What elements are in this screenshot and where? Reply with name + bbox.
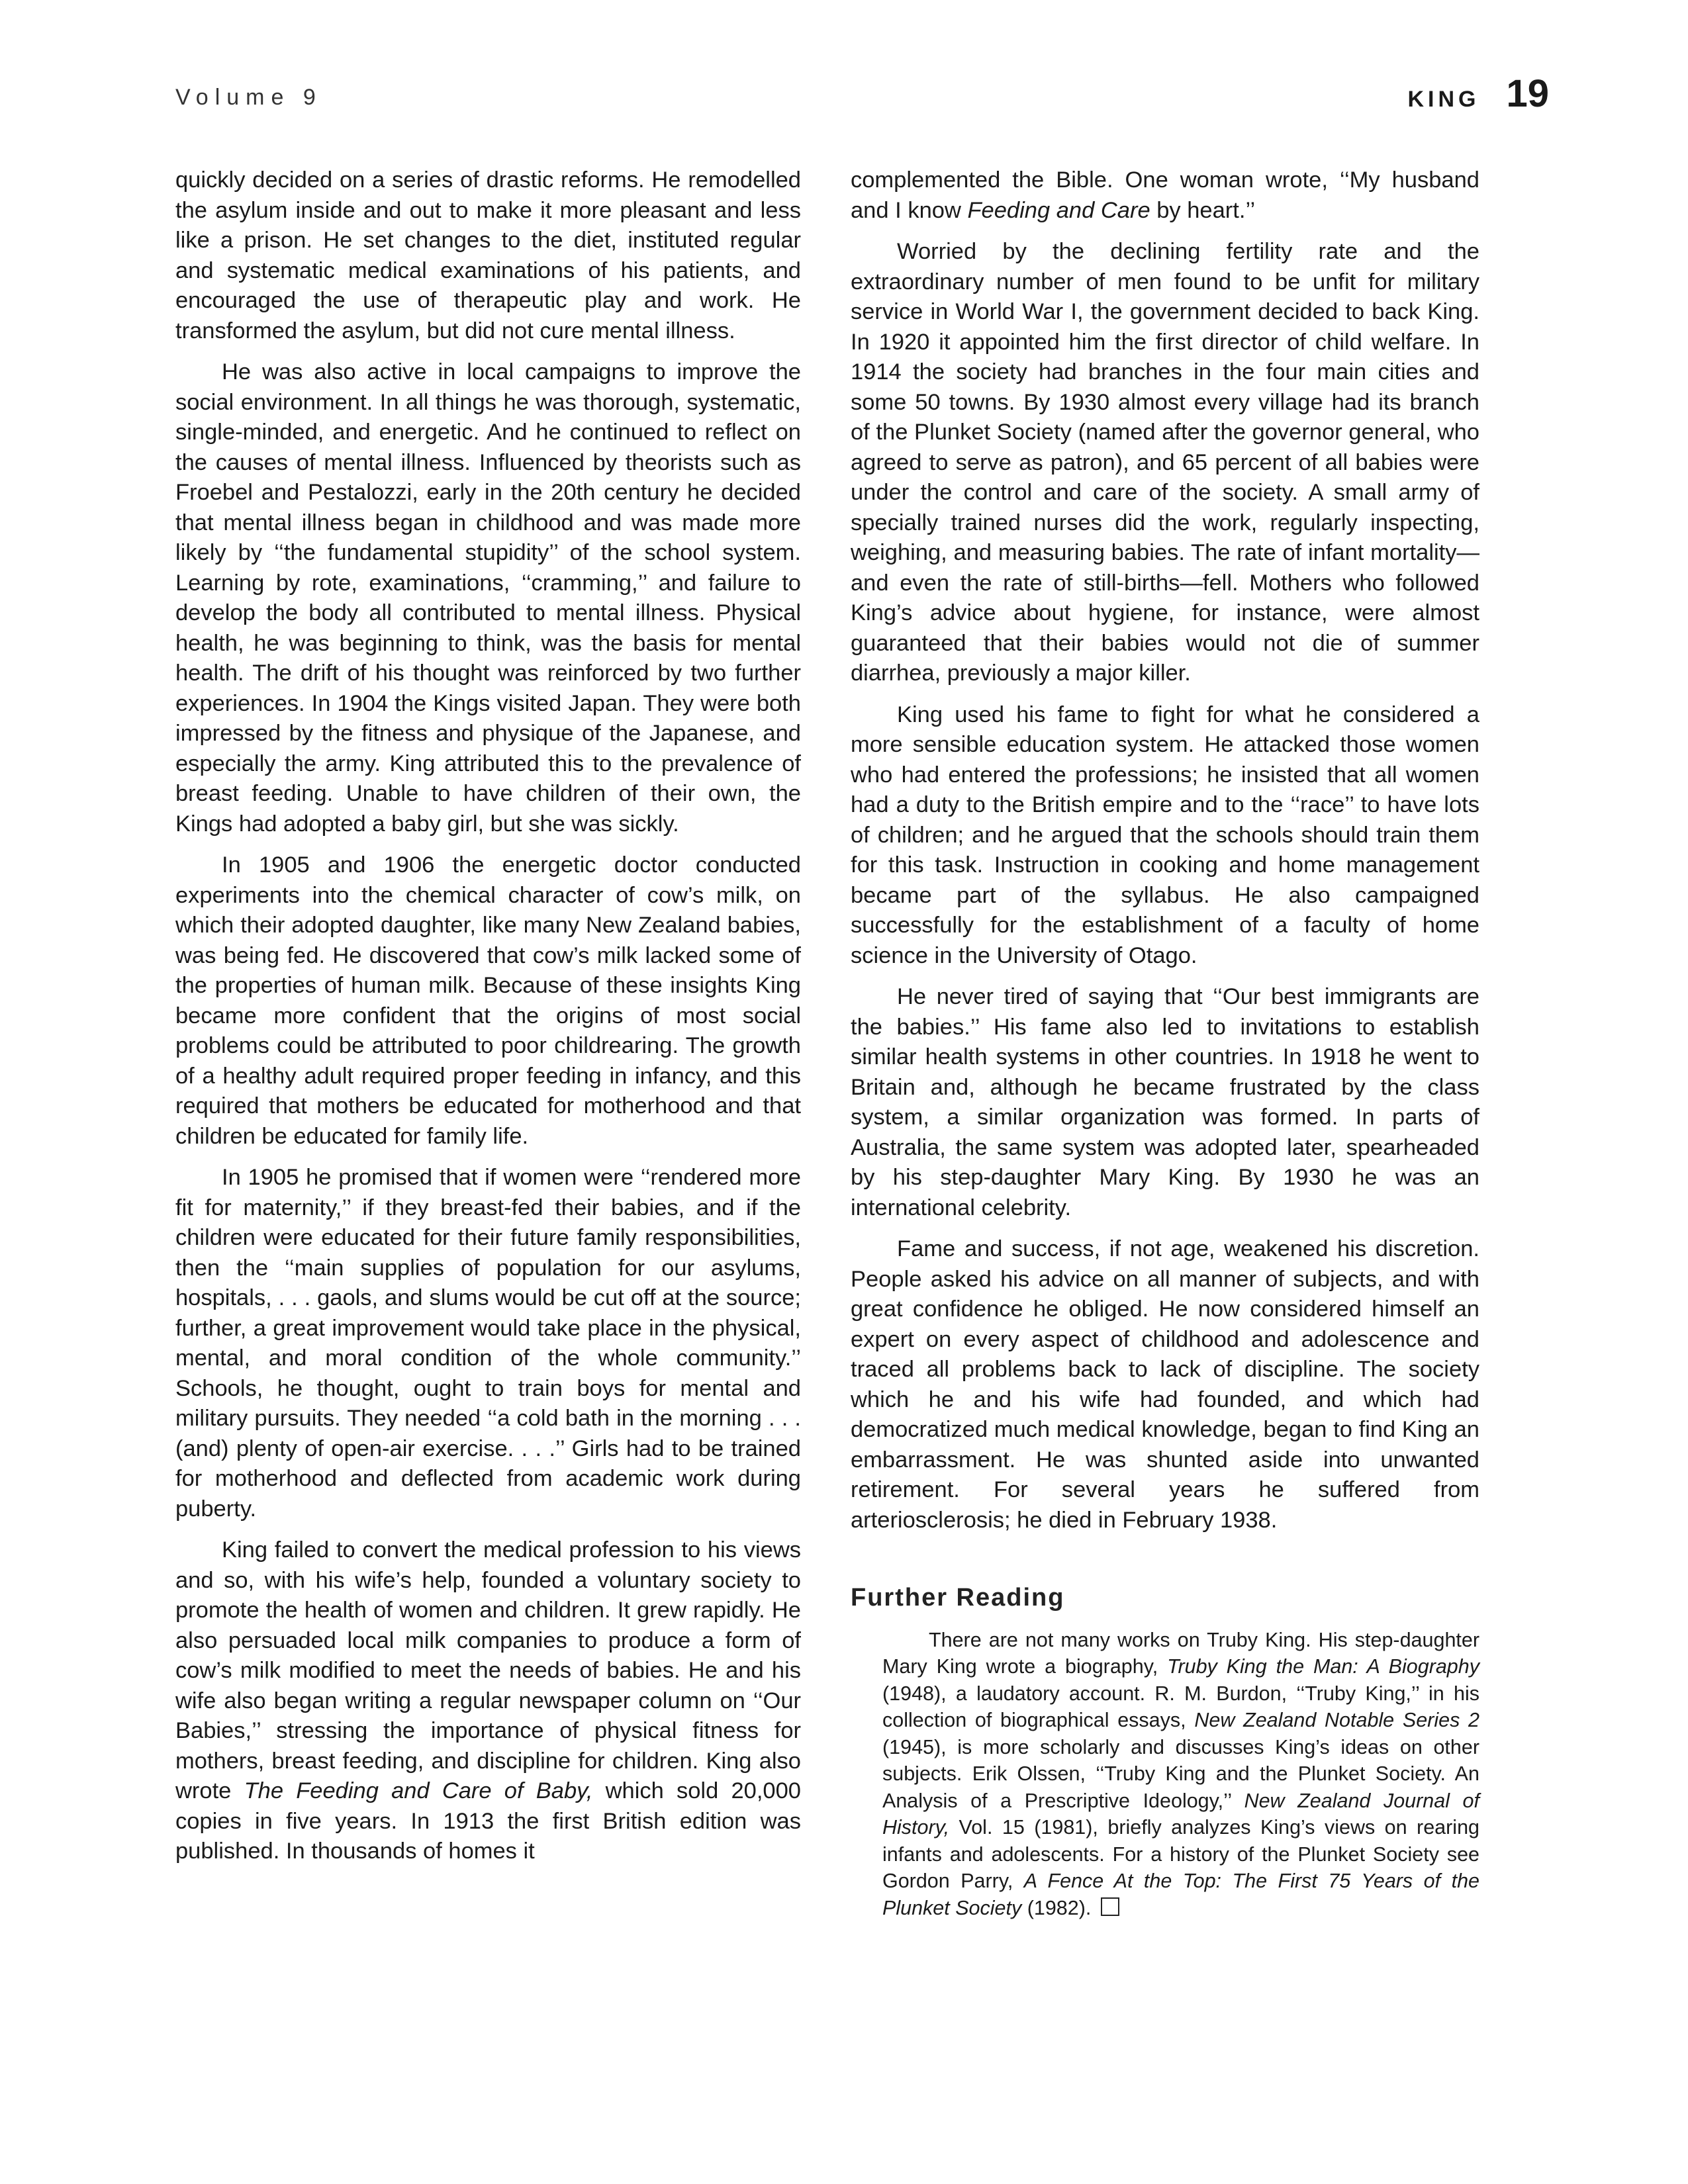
paragraph-text: complemented the Bible. One woman wrote, ‘‘My husband and I know [851, 167, 1479, 223]
left-column [175, 165, 801, 1878]
paragraph-text: which sold 20,000 copies in five years. In 1913 the first British edition was published. In thousands of homes it [175, 1778, 801, 1864]
paragraph-text: King failed to convert the medical profession to his views and so, with his wife’s help, founded a voluntary society to promote the health of women and children. It grew rapidly. He also persuaded local milk companies to produce a form of cow’s milk modified to meet the needs of babies. He and his wife also began writing a regular newspaper column on ‘‘Our Babies,’’ stressing the importance of physical fitness for mothers, breast feeding, and discipline for children. King also wrote [175, 1537, 801, 1803]
page-number: 19 [1506, 72, 1549, 115]
paragraph: quickly decided on a series of drastic reforms. He remodelled the asylum inside and out to make it more pleasant and less like a prison. He set changes to the diet, instituted regular and systematic medical examinations of his patients, and encouraged the use of therapeutic play and work. He transformed the asylum, but did not cure mental illness. [175, 167, 801, 343]
further-reading-heading: Further Reading [851, 1584, 1065, 1612]
reading-text: (1948), a laudatory account. R. M. Burdon, ‘‘Truby King,’’ in his collection of biographical essays, [882, 1682, 1479, 1731]
further-reading-text [851, 1627, 1479, 1922]
paragraph: Worried by the declining fertility rate and the extraordinary number of men found to be unfit for military service in World War I, the government decided to back King. In 1920 it appointed him the first director of child welfare. In 1914 the society had branches in the four main cities and some 50 towns. By 1930 almost every village had its branch of the Plunket Society (named after the governor general, who agreed to serve as patron), and 65 percent of all babies were under the control and care of the society. A small army of specially trained nurses did the work, regularly inspecting, weighing, and measuring babies. The rate of infant mortality—and even the rate of still-births—fell. Mothers who followed King’s advice about hygiene, for instance, were almost guaranteed that their babies would not die of summer diarrhea, previously a major killer. [851, 239, 1479, 686]
book-title: New Zealand Notable Series 2 [1194, 1709, 1479, 1731]
running-head-name: KING [1407, 87, 1480, 112]
journal-title: New Zealand Journal of History, [882, 1789, 1479, 1839]
end-of-article-box-icon [1101, 1897, 1119, 1916]
reading-text: (1945), is more scholarly and discusses King’s ideas on other subjects. Erik Olssen, ‘‘Truby King and the Plunket Society. An Analysis of a Prescriptive Ideology,’’ [882, 1735, 1479, 1812]
paragraph-text: by heart.’’ [1150, 197, 1256, 223]
book-title: Feeding and Care [967, 197, 1150, 223]
reading-text: There are not many works on Truby King. His step-daughter Mary King wrote a biography, [882, 1628, 1479, 1678]
paragraph: In 1905 and 1906 the energetic doctor conducted experiments into the chemical character of cow’s milk, on which their adopted daughter, like many New Zealand babies, was being fed. He discovered that cow’s milk lacked some of the properties of human milk. Because of these insights King became more confident that the origins of most social problems could be attributed to poor childrearing. The growth of a healthy adult required proper feeding in infancy, and this required that mothers be educated for motherhood and that children be educated for family life. [175, 852, 801, 1149]
paragraph: He never tired of saying that ‘‘Our best immigrants are the babies.’’ His fame also led to invitations to establish similar health systems in other countries. In 1918 he went to Britain and, although he became frustrated by the class system, a similar organization was formed. In parts of Australia, the same system was adopted later, spearheaded by his step-daughter Mary King. By 1930 he was an international celebrity. [851, 984, 1479, 1220]
running-head-volume: Volume 9 [175, 85, 322, 110]
paragraph: King used his fame to fight for what he considered a more sensible education system. He attacked those women who had entered the professions; he insisted that all women had a duty to the British empire and to the ‘‘race’’ to have lots of children; and he argued that the schools should train them for this task. Instruction in cooking and home management became part of the syllabus. He also campaigned successfully for the establishment of a faculty of home science in the University of Otago. [851, 702, 1479, 968]
book-title: The Feeding and Care of Baby, [244, 1778, 593, 1803]
running-head-right [1407, 71, 1549, 116]
book-title: Truby King the Man: A Biography [1167, 1655, 1479, 1678]
paragraph [175, 1535, 801, 1867]
reading-text: Vol. 15 (1981), briefly analyzes King’s views on rearing infants and adolescents. For a history of the Plunket Society see Gordon Parry, [882, 1816, 1479, 1892]
paragraph [851, 165, 1479, 226]
right-column [851, 165, 1479, 1933]
paragraph: He was also active in local campaigns to improve the social environment. In all things he was thorough, systematic, single-minded, and energetic. And he continued to reflect on the causes of mental illness. Influenced by theorists such as Froebel and Pestalozzi, early in the 20th century he decided that mental illness began in childhood and was made more likely by ‘‘the fundamental stupidity’’ of the school system. Learning by rote, examinations, ‘‘cramming,’’ and failure to develop the body all contributed to mental illness. Physical health, he was beginning to think, was the basis for mental health. The drift of his thought was reinforced by two further experiences. In 1904 the Kings visited Japan. They were both impressed by the fitness and physique of the Japanese, and especially the army. King attributed this to the prevalence of breast feeding. Unable to have children of their own, the Kings had adopted a baby girl, but she was sickly. [175, 359, 801, 837]
reading-text: (1982). [1021, 1896, 1097, 1919]
book-title: A Fence At the Top: The First 75 Years of the Plunket Society [882, 1870, 1479, 1919]
paragraph: In 1905 he promised that if women were ‘‘rendered more fit for maternity,’’ if they breast-fed their babies, and if the children were educated for their future family responsibilities, then the ‘‘main supplies of population for our asylums, hospitals, . . . gaols, and slums would be cut off at the source; further, a great improvement would take place in the physical, mental, and moral condition of the whole community.’’ Schools, he thought, ought to train boys for mental and military pursuits. They needed ‘‘a cold bath in the morning . . . (and) plenty of open-air exercise. . . .’’ Girls had to be trained for motherhood and deflected from academic work during puberty. [175, 1165, 801, 1522]
paragraph: Fame and success, if not age, weakened his discretion. People asked his advice on all manner of subjects, and with great confidence he obliged. He now considered himself an expert on every aspect of childhood and adolescence and traced all problems back to lack of discipline. The society which he and his wife had founded, and which had democratized much medical knowledge, began to find King an embarrassment. He was shunted aside into unwanted retirement. For several years he suffered from arteriosclerosis; he died in February 1938. [851, 1236, 1479, 1533]
